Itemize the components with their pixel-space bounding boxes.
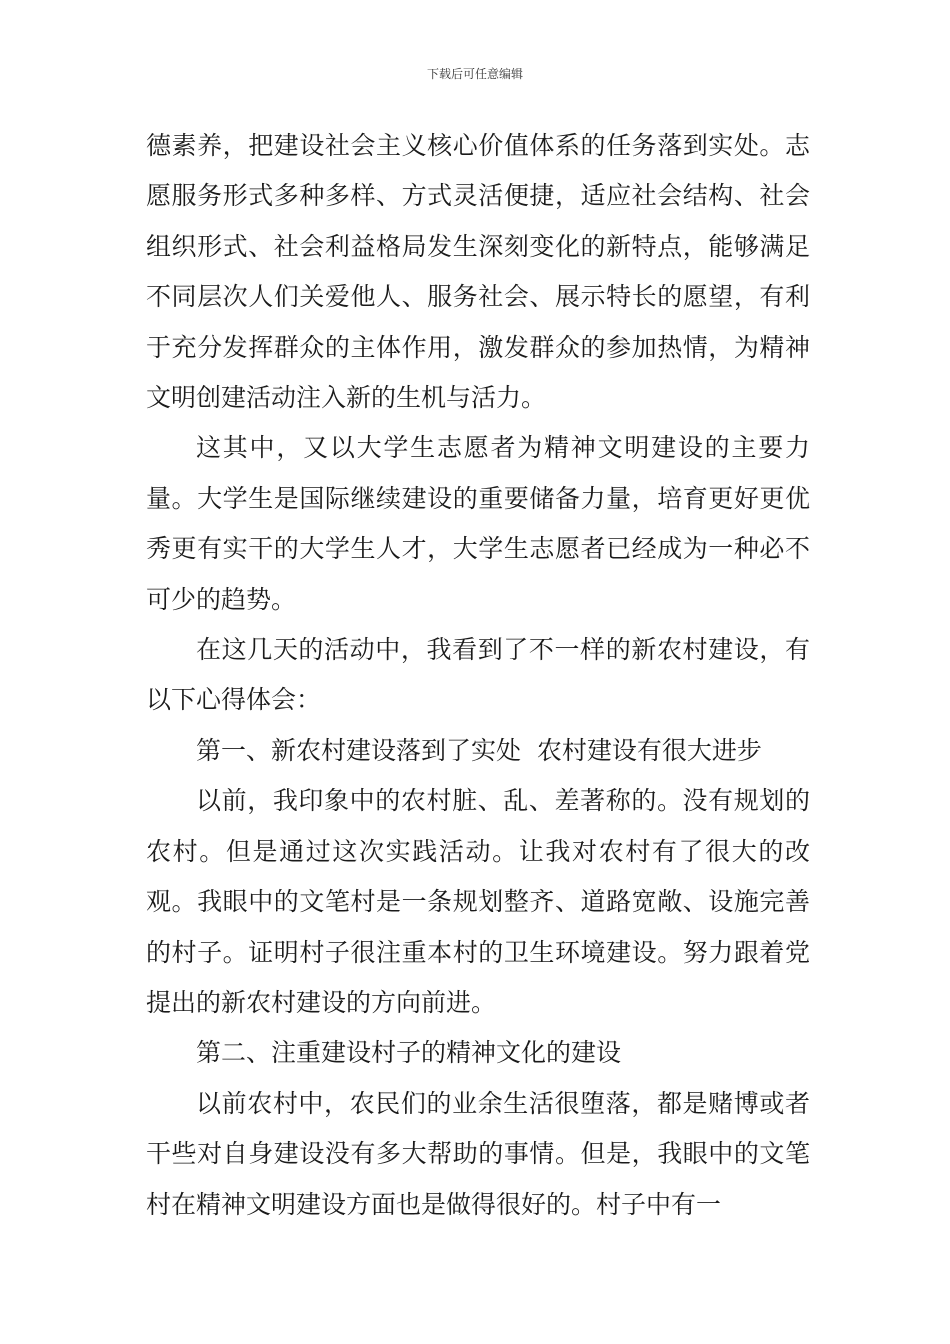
paragraph-2: 这其中，又以大学生志愿者为精神文明建设的主要力量。大学生是国际继续建设的重要储备力量，培育更好更优秀更有实干的大学生人才，大学生志愿者已经成为一种必不可少的趋势。 xyxy=(146,433,810,614)
paragraph-3: 在这几天的活动中，我看到了不一样的新农村建设，有以下心得体会： xyxy=(146,635,810,715)
paragraph-5: 以前农村中，农民们的业余生活很堕落，都是赌博或者干些对自身建设没有多大帮助的事情。但是，我眼中的文笔村在精神文明建设方面也是做得很好的。村子中有一 xyxy=(146,1088,810,1219)
paragraph-4: 以前，我印象中的农村脏、乱、差著称的。没有规划的农村。但是通过这次实践活动。让我对农村有了很大的改观。我眼中的文笔村是一条规划整齐、道路宽敞、设施完善的村子。证明村子很注重本村的卫生环境建设。努力跟着党提出的新农村建设的方向前进。 xyxy=(146,786,810,1017)
document-body xyxy=(146,121,810,1230)
section-heading-2: 第二、注重建设村子的精神文化的建设 xyxy=(196,1038,622,1068)
section-heading-1: 第一、新农村建设落到了实处 农村建设有很大进步 xyxy=(196,735,762,765)
page-header: 下载后可任意编辑 xyxy=(426,67,523,81)
paragraph-1: 德素养，把建设社会主义核心价值体系的任务落到实处。志愿服务形式多种多样、方式灵活便捷，适应社会结构、社会组织形式、社会利益格局发生深刻变化的新特点，能够满足不同层次人们关爱他人、服务社会、展示特长的愿望，有利于充分发挥群众的主体作用，激发群众的参加热情，为精神文明创建活动注入新的生机与活力。 xyxy=(146,131,810,413)
